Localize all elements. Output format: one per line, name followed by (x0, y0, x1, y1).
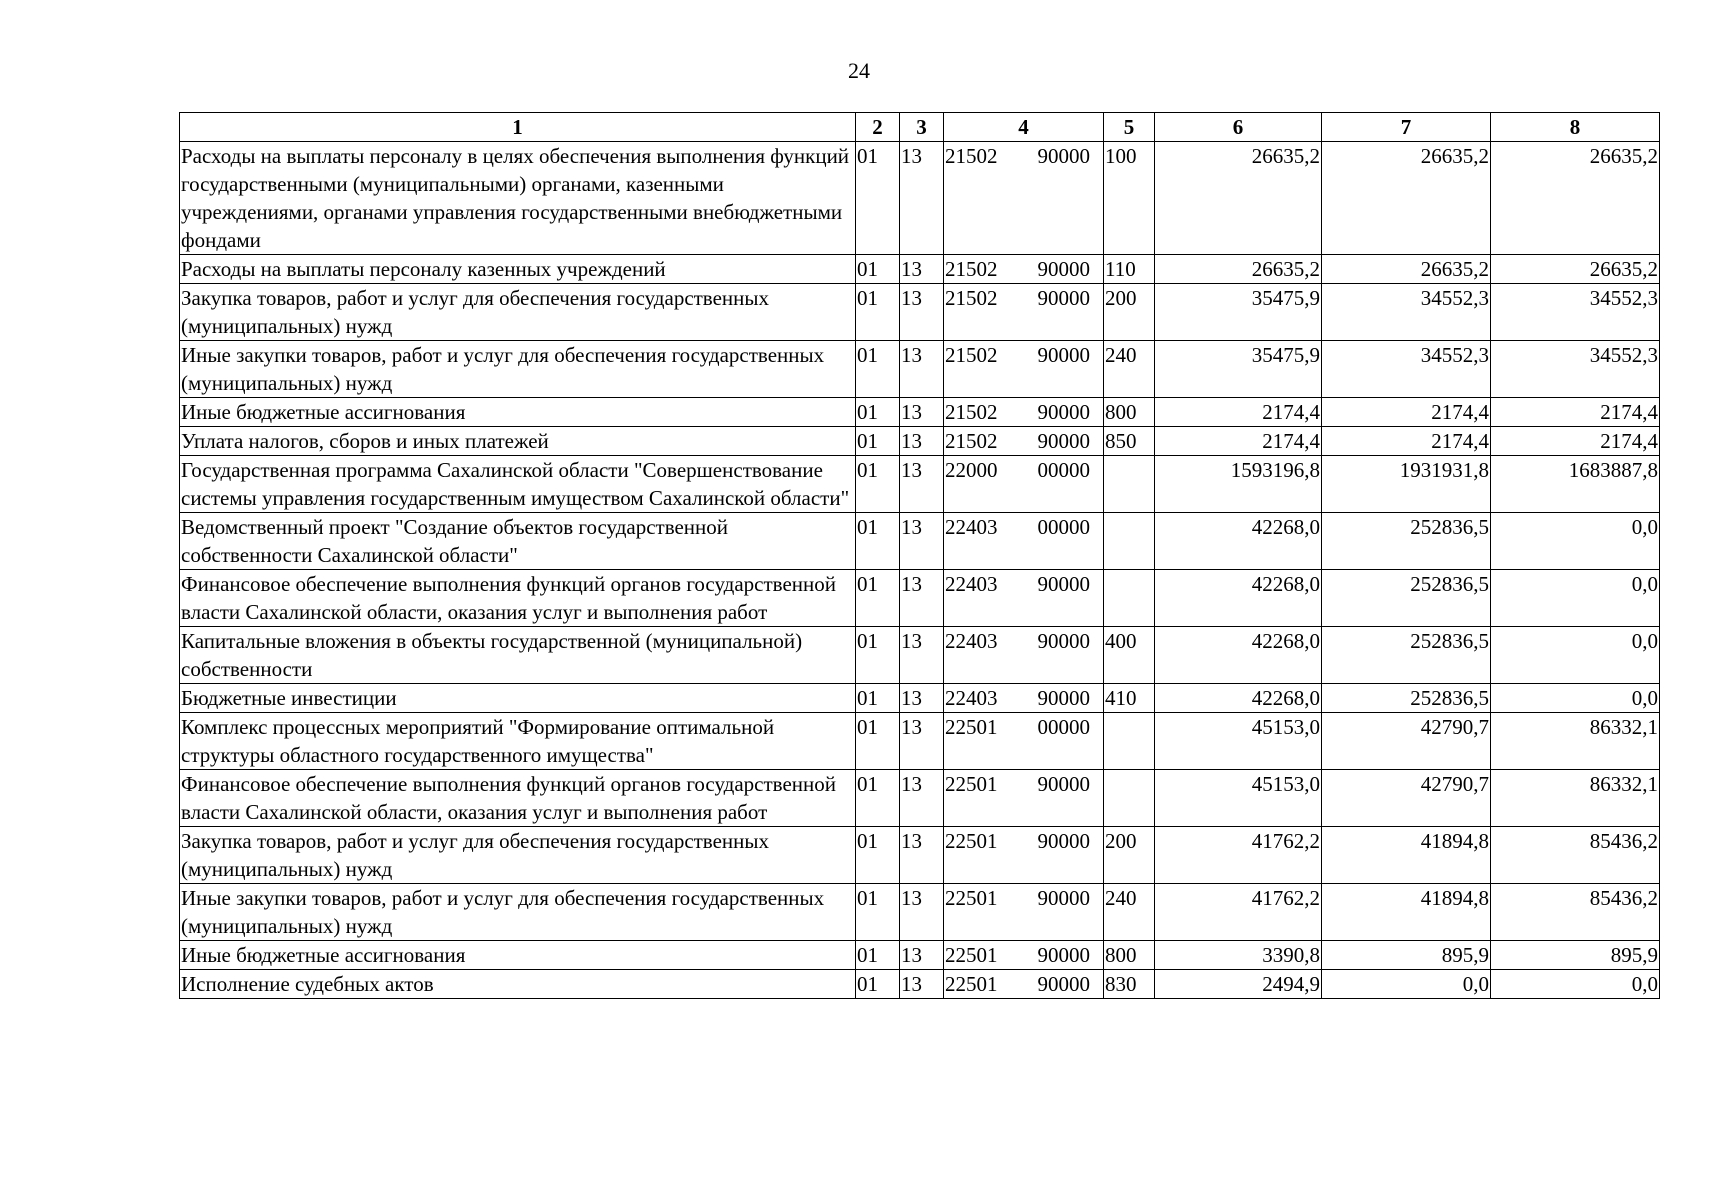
target-article-cell (944, 884, 1104, 941)
amount-col7-cell: 26635,2 (1322, 255, 1491, 284)
expense-type-cell: 240 (1104, 341, 1155, 398)
amount-col8-cell: 86332,1 (1491, 713, 1660, 770)
section-code-cell: 01 (856, 770, 900, 827)
amount-col6-cell: 26635,2 (1155, 255, 1322, 284)
row-name-cell: Закупка товаров, работ и услуг для обеспечения государственных (муниципальных) нужд (180, 284, 856, 341)
amount-col8-cell: 1683887,8 (1491, 456, 1660, 513)
expense-type-cell: 200 (1104, 827, 1155, 884)
table-row (180, 456, 1660, 513)
table-row (180, 427, 1660, 456)
header-cell: 6 (1155, 113, 1322, 142)
amount-col8-cell: 0,0 (1491, 513, 1660, 570)
target-article-cell (944, 827, 1104, 884)
expense-type-cell: 400 (1104, 627, 1155, 684)
target-article-cell (944, 398, 1104, 427)
row-name-cell: Государственная программа Сахалинской области "Совершенствование системы управления государственным имуществом Сахалинской области" (180, 456, 856, 513)
table-row (180, 142, 1660, 255)
subsection-code-cell: 13 (900, 427, 944, 456)
row-name-cell: Иные закупки товаров, работ и услуг для обеспечения государственных (муниципальных) нужд (180, 884, 856, 941)
target-article-part-1: 22501 (945, 772, 998, 796)
row-name-cell: Ведомственный проект "Создание объектов государственной собственности Сахалинской области" (180, 513, 856, 570)
subsection-code-cell: 13 (900, 684, 944, 713)
target-article-part-2: 90000 (1037, 972, 1090, 996)
header-row (180, 113, 1660, 142)
section-code-cell: 01 (856, 827, 900, 884)
target-article-part-2: 90000 (1037, 429, 1090, 453)
amount-col6-cell: 45153,0 (1155, 713, 1322, 770)
subsection-code-cell: 13 (900, 884, 944, 941)
target-article-part-2: 00000 (1037, 515, 1090, 539)
header-cell: 4 (944, 113, 1104, 142)
header-cell: 1 (180, 113, 856, 142)
subsection-code-cell: 13 (900, 970, 944, 999)
table-row (180, 970, 1660, 999)
row-name-cell: Бюджетные инвестиции (180, 684, 856, 713)
subsection-code-cell: 13 (900, 255, 944, 284)
table-row (180, 513, 1660, 570)
target-article-part-1: 22501 (945, 715, 998, 739)
expense-type-cell: 240 (1104, 884, 1155, 941)
amount-col7-cell: 1931931,8 (1322, 456, 1491, 513)
amount-col8-cell: 34552,3 (1491, 284, 1660, 341)
target-article-part-1: 22501 (945, 886, 998, 910)
target-article-part-1: 21502 (945, 257, 998, 281)
amount-col7-cell: 895,9 (1322, 941, 1491, 970)
section-code-cell: 01 (856, 627, 900, 684)
target-article-cell (944, 427, 1104, 456)
amount-col6-cell: 1593196,8 (1155, 456, 1322, 513)
section-code-cell: 01 (856, 456, 900, 513)
amount-col7-cell: 26635,2 (1322, 142, 1491, 255)
row-name-cell: Закупка товаров, работ и услуг для обеспечения государственных (муниципальных) нужд (180, 827, 856, 884)
expense-type-cell (1104, 513, 1155, 570)
subsection-code-cell: 13 (900, 513, 944, 570)
expense-type-cell (1104, 713, 1155, 770)
target-article-cell (944, 456, 1104, 513)
table-row (180, 884, 1660, 941)
target-article-part-1: 22403 (945, 572, 998, 596)
expense-type-cell: 110 (1104, 255, 1155, 284)
amount-col7-cell: 0,0 (1322, 970, 1491, 999)
target-article-part-1: 21502 (945, 144, 998, 168)
section-code-cell: 01 (856, 941, 900, 970)
target-article-cell (944, 513, 1104, 570)
amount-col8-cell: 0,0 (1491, 970, 1660, 999)
target-article-part-2: 90000 (1037, 400, 1090, 424)
amount-col8-cell: 86332,1 (1491, 770, 1660, 827)
target-article-part-1: 22403 (945, 515, 998, 539)
row-name-cell: Иные бюджетные ассигнования (180, 941, 856, 970)
amount-col6-cell: 3390,8 (1155, 941, 1322, 970)
target-article-part-2: 90000 (1037, 286, 1090, 310)
target-article-part-1: 21502 (945, 429, 998, 453)
amount-col7-cell: 41894,8 (1322, 827, 1491, 884)
target-article-part-1: 21502 (945, 343, 998, 367)
target-article-cell (944, 284, 1104, 341)
table-row (180, 255, 1660, 284)
row-name-cell: Иные бюджетные ассигнования (180, 398, 856, 427)
target-article-part-2: 90000 (1037, 629, 1090, 653)
expense-type-cell (1104, 570, 1155, 627)
row-name-cell: Расходы на выплаты персоналу в целях обеспечения выполнения функций государственными (муниципальными) органами, казенными учреждениями, органами управления государственными внебюджетными фондами (180, 142, 856, 255)
amount-col7-cell: 252836,5 (1322, 627, 1491, 684)
amount-col8-cell: 34552,3 (1491, 341, 1660, 398)
table-row (180, 713, 1660, 770)
target-article-part-1: 22501 (945, 829, 998, 853)
table-row (180, 341, 1660, 398)
section-code-cell: 01 (856, 570, 900, 627)
subsection-code-cell: 13 (900, 941, 944, 970)
target-article-part-2: 90000 (1037, 343, 1090, 367)
subsection-code-cell: 13 (900, 456, 944, 513)
target-article-part-1: 22403 (945, 686, 998, 710)
amount-col6-cell: 42268,0 (1155, 570, 1322, 627)
target-article-cell (944, 970, 1104, 999)
section-code-cell: 01 (856, 142, 900, 255)
amount-col6-cell: 45153,0 (1155, 770, 1322, 827)
amount-col6-cell: 2174,4 (1155, 398, 1322, 427)
expense-type-cell: 800 (1104, 398, 1155, 427)
amount-col8-cell: 26635,2 (1491, 142, 1660, 255)
amount-col6-cell: 41762,2 (1155, 827, 1322, 884)
amount-col7-cell: 34552,3 (1322, 284, 1491, 341)
amount-col7-cell: 42790,7 (1322, 770, 1491, 827)
row-name-cell: Иные закупки товаров, работ и услуг для обеспечения государственных (муниципальных) нужд (180, 341, 856, 398)
row-name-cell: Финансовое обеспечение выполнения функций органов государственной власти Сахалинской области, оказания услуг и выполнения работ (180, 570, 856, 627)
amount-col6-cell: 35475,9 (1155, 284, 1322, 341)
row-name-cell: Исполнение судебных актов (180, 970, 856, 999)
amount-col7-cell: 34552,3 (1322, 341, 1491, 398)
table-row (180, 827, 1660, 884)
subsection-code-cell: 13 (900, 142, 944, 255)
subsection-code-cell: 13 (900, 341, 944, 398)
target-article-cell (944, 770, 1104, 827)
section-code-cell: 01 (856, 713, 900, 770)
target-article-cell (944, 570, 1104, 627)
expense-type-cell: 850 (1104, 427, 1155, 456)
target-article-part-2: 90000 (1037, 829, 1090, 853)
amount-col8-cell: 85436,2 (1491, 884, 1660, 941)
subsection-code-cell: 13 (900, 284, 944, 341)
table-row (180, 570, 1660, 627)
expense-type-cell: 830 (1104, 970, 1155, 999)
target-article-part-2: 90000 (1037, 886, 1090, 910)
section-code-cell: 01 (856, 284, 900, 341)
section-code-cell: 01 (856, 684, 900, 713)
target-article-part-2: 90000 (1037, 257, 1090, 281)
section-code-cell: 01 (856, 341, 900, 398)
amount-col8-cell: 2174,4 (1491, 427, 1660, 456)
subsection-code-cell: 13 (900, 770, 944, 827)
target-article-cell (944, 684, 1104, 713)
amount-col7-cell: 2174,4 (1322, 398, 1491, 427)
target-article-part-1: 21502 (945, 400, 998, 424)
section-code-cell: 01 (856, 255, 900, 284)
expense-type-cell: 800 (1104, 941, 1155, 970)
row-name-cell: Расходы на выплаты персоналу казенных учреждений (180, 255, 856, 284)
target-article-cell (944, 941, 1104, 970)
amount-col7-cell: 41894,8 (1322, 884, 1491, 941)
header-cell: 7 (1322, 113, 1491, 142)
section-code-cell: 01 (856, 513, 900, 570)
amount-col8-cell: 0,0 (1491, 684, 1660, 713)
expense-type-cell (1104, 770, 1155, 827)
target-article-part-2: 90000 (1037, 686, 1090, 710)
table-row (180, 770, 1660, 827)
amount-col6-cell: 42268,0 (1155, 684, 1322, 713)
amount-col6-cell: 42268,0 (1155, 513, 1322, 570)
section-code-cell: 01 (856, 427, 900, 456)
header-cell: 5 (1104, 113, 1155, 142)
amount-col6-cell: 26635,2 (1155, 142, 1322, 255)
amount-col6-cell: 42268,0 (1155, 627, 1322, 684)
table-row (180, 941, 1660, 970)
amount-col7-cell: 252836,5 (1322, 513, 1491, 570)
table-row (180, 398, 1660, 427)
amount-col6-cell: 35475,9 (1155, 341, 1322, 398)
target-article-part-2: 90000 (1037, 144, 1090, 168)
page-number: 24 (848, 58, 870, 83)
target-article-part-2: 00000 (1037, 458, 1090, 482)
table-row (180, 684, 1660, 713)
amount-col8-cell: 895,9 (1491, 941, 1660, 970)
amount-col8-cell: 0,0 (1491, 627, 1660, 684)
amount-col7-cell: 252836,5 (1322, 570, 1491, 627)
target-article-part-1: 22000 (945, 458, 998, 482)
amount-col8-cell: 85436,2 (1491, 827, 1660, 884)
target-article-part-2: 90000 (1037, 772, 1090, 796)
target-article-part-2: 90000 (1037, 943, 1090, 967)
target-article-part-1: 22501 (945, 972, 998, 996)
amount-col7-cell: 252836,5 (1322, 684, 1491, 713)
subsection-code-cell: 13 (900, 713, 944, 770)
expense-type-cell (1104, 456, 1155, 513)
expense-type-cell: 200 (1104, 284, 1155, 341)
amount-col8-cell: 26635,2 (1491, 255, 1660, 284)
target-article-cell (944, 142, 1104, 255)
table-body (180, 142, 1660, 999)
target-article-cell (944, 627, 1104, 684)
amount-col8-cell: 0,0 (1491, 570, 1660, 627)
target-article-cell (944, 341, 1104, 398)
target-article-part-1: 22403 (945, 629, 998, 653)
target-article-part-2: 00000 (1037, 715, 1090, 739)
amount-col6-cell: 2174,4 (1155, 427, 1322, 456)
header-cell: 8 (1491, 113, 1660, 142)
header-cell: 2 (856, 113, 900, 142)
target-article-cell (944, 255, 1104, 284)
section-code-cell: 01 (856, 398, 900, 427)
subsection-code-cell: 13 (900, 627, 944, 684)
budget-table (179, 112, 1660, 999)
amount-col7-cell: 2174,4 (1322, 427, 1491, 456)
table-row (180, 284, 1660, 341)
amount-col8-cell: 2174,4 (1491, 398, 1660, 427)
subsection-code-cell: 13 (900, 827, 944, 884)
target-article-part-2: 90000 (1037, 572, 1090, 596)
row-name-cell: Уплата налогов, сборов и иных платежей (180, 427, 856, 456)
section-code-cell: 01 (856, 884, 900, 941)
header-cell: 3 (900, 113, 944, 142)
expense-type-cell: 100 (1104, 142, 1155, 255)
row-name-cell: Комплекс процессных мероприятий "Формирование оптимальной структуры областного государственного имущества" (180, 713, 856, 770)
amount-col7-cell: 42790,7 (1322, 713, 1491, 770)
subsection-code-cell: 13 (900, 570, 944, 627)
amount-col6-cell: 41762,2 (1155, 884, 1322, 941)
row-name-cell: Капитальные вложения в объекты государственной (муниципальной) собственности (180, 627, 856, 684)
table-row (180, 627, 1660, 684)
target-article-part-1: 21502 (945, 286, 998, 310)
subsection-code-cell: 13 (900, 398, 944, 427)
target-article-cell (944, 713, 1104, 770)
row-name-cell: Финансовое обеспечение выполнения функций органов государственной власти Сахалинской области, оказания услуг и выполнения работ (180, 770, 856, 827)
target-article-part-1: 22501 (945, 943, 998, 967)
expense-type-cell: 410 (1104, 684, 1155, 713)
amount-col6-cell: 2494,9 (1155, 970, 1322, 999)
section-code-cell: 01 (856, 970, 900, 999)
